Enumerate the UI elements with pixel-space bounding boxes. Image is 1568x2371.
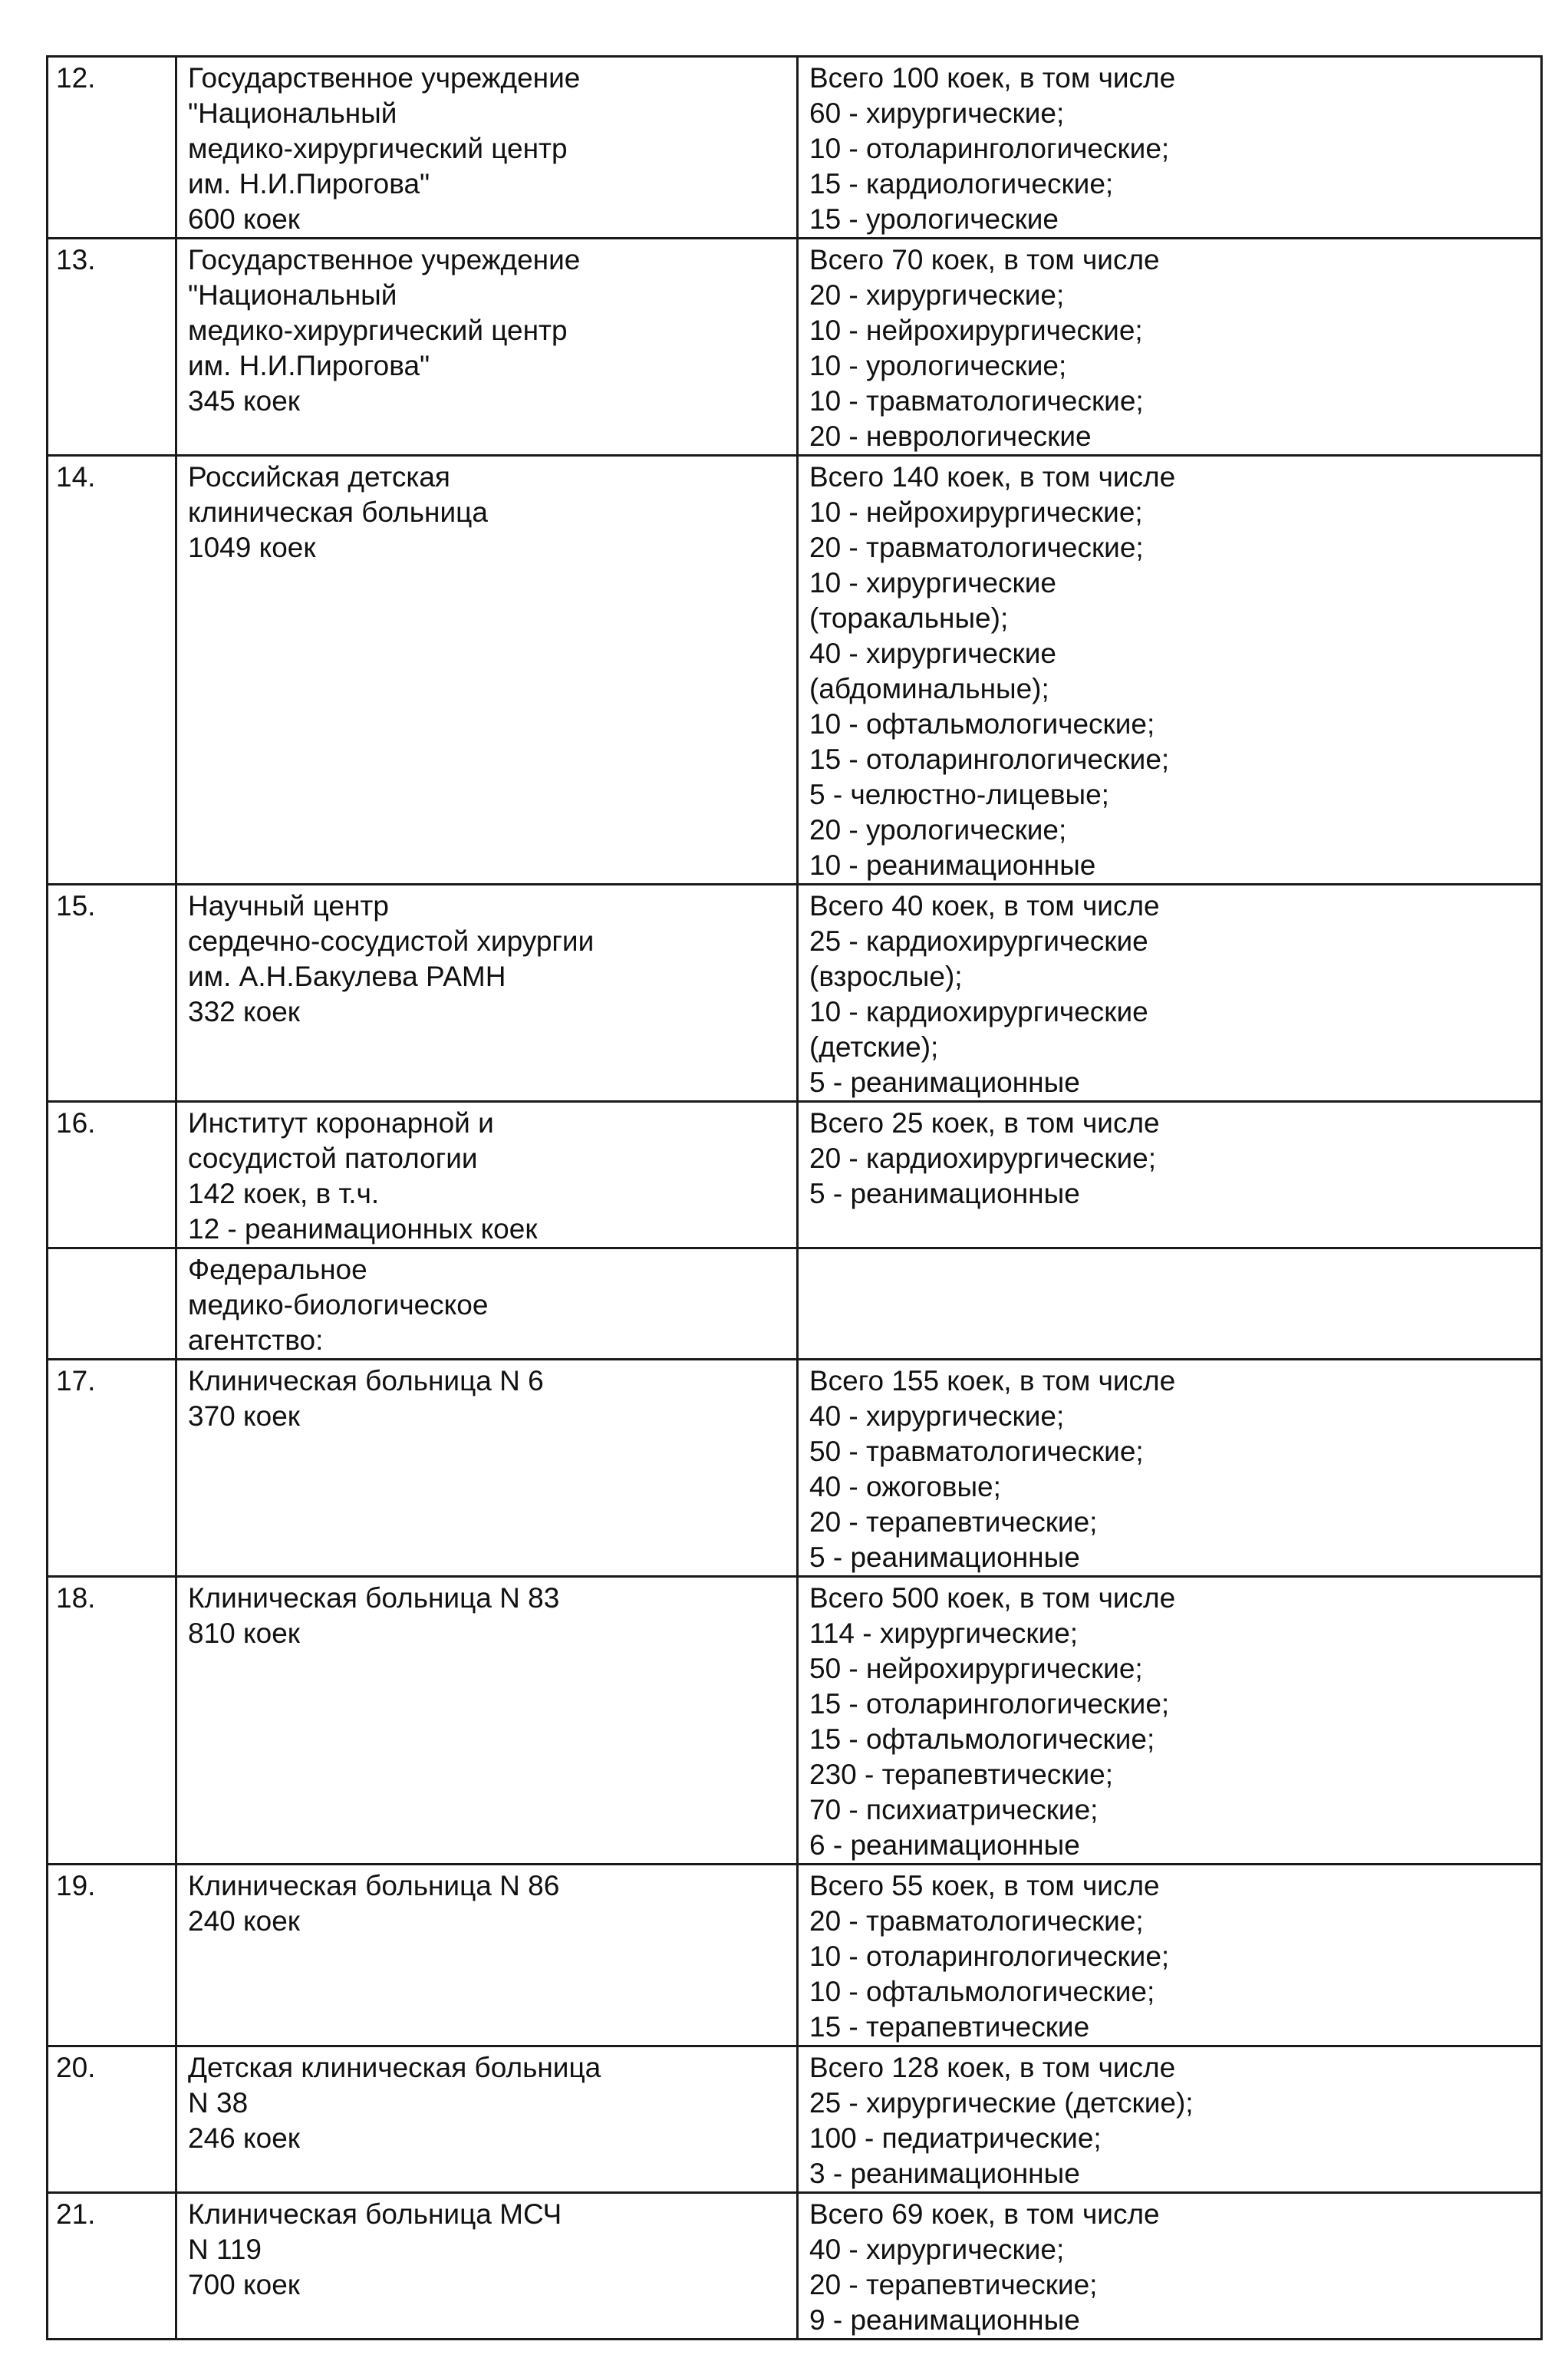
beds-line: 25 - кардиохирургические — [809, 925, 1148, 957]
beds-line: 40 - хирургические — [809, 638, 1056, 669]
institution-line: им. А.Н.Бакулева РАМН — [188, 961, 506, 992]
beds-line: 10 - отоларингологические; — [809, 133, 1170, 164]
institution-line: 810 коек — [188, 1617, 300, 1649]
institution-cell — [176, 2046, 798, 2193]
row-number: 21. — [48, 2193, 176, 2340]
institution-line: сердечно-сосудистой хирургии — [188, 925, 595, 957]
row-number: 15. — [48, 885, 176, 1102]
institution-line: "Национальный — [188, 97, 397, 129]
beds-line: 20 - хирургические; — [809, 279, 1065, 311]
beds-cell — [798, 1102, 1542, 1248]
beds-line: 15 - отоларингологические; — [809, 1688, 1170, 1720]
beds-line: (абдоминальные); — [809, 673, 1049, 704]
beds-line: 50 - нейрохирургические; — [809, 1653, 1143, 1684]
row-number: 18. — [48, 1577, 176, 1865]
row-number: 13. — [48, 239, 176, 456]
table-row — [48, 2046, 1542, 2193]
beds-cell — [798, 1248, 1542, 1360]
beds-line: 20 - неврологические — [809, 420, 1092, 452]
beds-line: 40 - хирургические; — [809, 2234, 1065, 2265]
beds-line: 100 - педиатрические; — [809, 2122, 1102, 2154]
institution-line: Государственное учреждение — [188, 62, 581, 94]
beds-line: 20 - кардиохирургические; — [809, 1143, 1156, 1174]
institution-cell — [176, 885, 798, 1102]
institution-line: агентство: — [188, 1324, 324, 1356]
institution-line: Институт коронарной и — [188, 1107, 494, 1139]
beds-line: 6 - реанимационные — [809, 1829, 1080, 1861]
table-row — [48, 239, 1542, 456]
institution-cell — [176, 1577, 798, 1865]
beds-line: 15 - терапевтические — [809, 2011, 1090, 2043]
institution-cell — [176, 1248, 798, 1360]
table-row — [48, 57, 1542, 239]
beds-line: 60 - хирургические; — [809, 97, 1065, 129]
table-row — [48, 1577, 1542, 1865]
beds-cell — [798, 2046, 1542, 2193]
hospital-beds-table — [46, 55, 1543, 2340]
row-number: 16. — [48, 1102, 176, 1248]
table-row — [48, 2193, 1542, 2340]
beds-line: 5 - реанимационные — [809, 1542, 1080, 1573]
table-body — [48, 57, 1542, 2340]
beds-line: 20 - травматологические; — [809, 1905, 1144, 1937]
beds-line: 40 - хирургические; — [809, 1400, 1065, 1432]
beds-line: 25 - хирургические (детские); — [809, 2087, 1194, 2119]
institution-line: клиническая больница — [188, 496, 488, 528]
institution-line: Государственное учреждение — [188, 244, 581, 275]
institution-line: медико-биологическое — [188, 1289, 489, 1321]
beds-line: 10 - травматологические; — [809, 385, 1144, 417]
beds-line: Всего 500 коек, в том числе — [809, 1582, 1176, 1614]
table-row — [48, 1248, 1542, 1360]
institution-line: N 38 — [188, 2087, 249, 2119]
institution-line: 12 - реанимационных коек — [188, 1213, 538, 1245]
institution-line: 1049 коек — [188, 532, 316, 563]
beds-line: Всего 140 коек, в том числе — [809, 461, 1176, 493]
beds-cell — [798, 1360, 1542, 1577]
beds-line: 20 - терапевтические; — [809, 1506, 1098, 1538]
beds-line: 3 - реанимационные — [809, 2158, 1080, 2189]
beds-line: 10 - офтальмологические; — [809, 708, 1155, 740]
institution-line: 142 коек, в т.ч. — [188, 1178, 380, 1209]
institution-line: 370 коек — [188, 1400, 300, 1432]
row-number: 19. — [48, 1865, 176, 2046]
beds-line: 20 - травматологические; — [809, 532, 1144, 563]
beds-line: 15 - урологические — [809, 203, 1059, 235]
beds-line: 5 - реанимационные — [809, 1067, 1080, 1098]
beds-line: 10 - урологические; — [809, 350, 1067, 381]
beds-cell — [798, 456, 1542, 885]
row-number: 14. — [48, 456, 176, 885]
beds-line: 15 - офтальмологические; — [809, 1723, 1155, 1755]
institution-line: 600 коек — [188, 203, 300, 235]
institution-cell — [176, 456, 798, 885]
institution-cell — [176, 239, 798, 456]
beds-line: 10 - реанимационные — [809, 849, 1096, 881]
beds-line: 10 - офтальмологические; — [809, 1976, 1155, 2007]
institution-cell — [176, 1360, 798, 1577]
beds-line: Всего 25 коек, в том числе — [809, 1107, 1160, 1139]
institution-line: 332 коек — [188, 996, 300, 1027]
institution-line: 246 коек — [188, 2122, 300, 2154]
institution-line: Российская детская — [188, 461, 450, 493]
beds-line: 10 - нейрохирургические; — [809, 315, 1143, 346]
beds-line: Всего 40 коек, в том числе — [809, 890, 1160, 922]
institution-line: Клиническая больница N 83 — [188, 1582, 560, 1614]
beds-line: 10 - нейрохирургические; — [809, 496, 1143, 528]
beds-line: 10 - хирургические — [809, 567, 1056, 599]
row-number — [48, 1248, 176, 1360]
institution-line: медико-хирургический центр — [188, 315, 568, 346]
table-row — [48, 456, 1542, 885]
institution-line: Клиническая больница МСЧ — [188, 2198, 562, 2230]
table-row — [48, 1102, 1542, 1248]
beds-line: Всего 155 коек, в том числе — [809, 1365, 1176, 1397]
beds-line: 15 - кардиологические; — [809, 168, 1114, 200]
beds-line: Всего 128 коек, в том числе — [809, 2052, 1176, 2083]
institution-line: 345 коек — [188, 385, 300, 417]
beds-line: Всего 100 коек, в том числе — [809, 62, 1176, 94]
institution-cell — [176, 2193, 798, 2340]
beds-line: Всего 55 коек, в том числе — [809, 1870, 1160, 1901]
beds-line: 10 - кардиохирургические — [809, 996, 1148, 1027]
institution-line: сосудистой патологии — [188, 1143, 478, 1174]
beds-line: Всего 70 коек, в том числе — [809, 244, 1160, 275]
beds-cell — [798, 885, 1542, 1102]
beds-line: (детские); — [809, 1031, 939, 1063]
beds-cell — [798, 1577, 1542, 1865]
beds-line: 50 - травматологические; — [809, 1436, 1144, 1467]
table-row — [48, 1360, 1542, 1577]
institution-line: им. Н.И.Пирогова" — [188, 350, 430, 381]
beds-line: 5 - челюстно-лицевые; — [809, 779, 1109, 810]
institution-cell — [176, 1102, 798, 1248]
beds-cell — [798, 1865, 1542, 2046]
institution-line: 700 коек — [188, 2269, 300, 2300]
institution-line: медико-хирургический центр — [188, 133, 568, 164]
institution-line: N 119 — [188, 2234, 262, 2265]
beds-line: (торакальные); — [809, 602, 1009, 634]
beds-line: 10 - отоларингологические; — [809, 1941, 1170, 1972]
institution-line: Клиническая больница N 6 — [188, 1365, 544, 1397]
beds-line: 40 - ожоговые; — [809, 1471, 1001, 1502]
institution-line: Детская клиническая больница — [188, 2052, 601, 2083]
row-number: 20. — [48, 2046, 176, 2193]
beds-cell — [798, 2193, 1542, 2340]
row-number: 12. — [48, 57, 176, 239]
row-number: 17. — [48, 1360, 176, 1577]
beds-line: 70 - психиатрические; — [809, 1794, 1099, 1825]
beds-line: 20 - урологические; — [809, 814, 1067, 846]
beds-line: 5 - реанимационные — [809, 1178, 1080, 1209]
table-row — [48, 1865, 1542, 2046]
beds-cell — [798, 57, 1542, 239]
beds-line: 230 - терапевтические; — [809, 1759, 1114, 1790]
beds-line: 114 - хирургические; — [809, 1617, 1079, 1649]
institution-line: Научный центр — [188, 890, 389, 922]
institution-line: Федеральное — [188, 1254, 367, 1285]
institution-cell — [176, 1865, 798, 2046]
beds-cell — [798, 239, 1542, 456]
beds-line: (взрослые); — [809, 961, 963, 992]
beds-line: 20 - терапевтические; — [809, 2269, 1098, 2300]
beds-line: 15 - отоларингологические; — [809, 744, 1170, 775]
institution-line: Клиническая больница N 86 — [188, 1870, 560, 1901]
beds-line: 9 - реанимационные — [809, 2304, 1080, 2336]
beds-line: Всего 69 коек, в том числе — [809, 2198, 1160, 2230]
institution-line: "Национальный — [188, 279, 397, 311]
institution-line: 240 коек — [188, 1905, 300, 1937]
institution-line: им. Н.И.Пирогова" — [188, 168, 430, 200]
table-row — [48, 885, 1542, 1102]
institution-cell — [176, 57, 798, 239]
